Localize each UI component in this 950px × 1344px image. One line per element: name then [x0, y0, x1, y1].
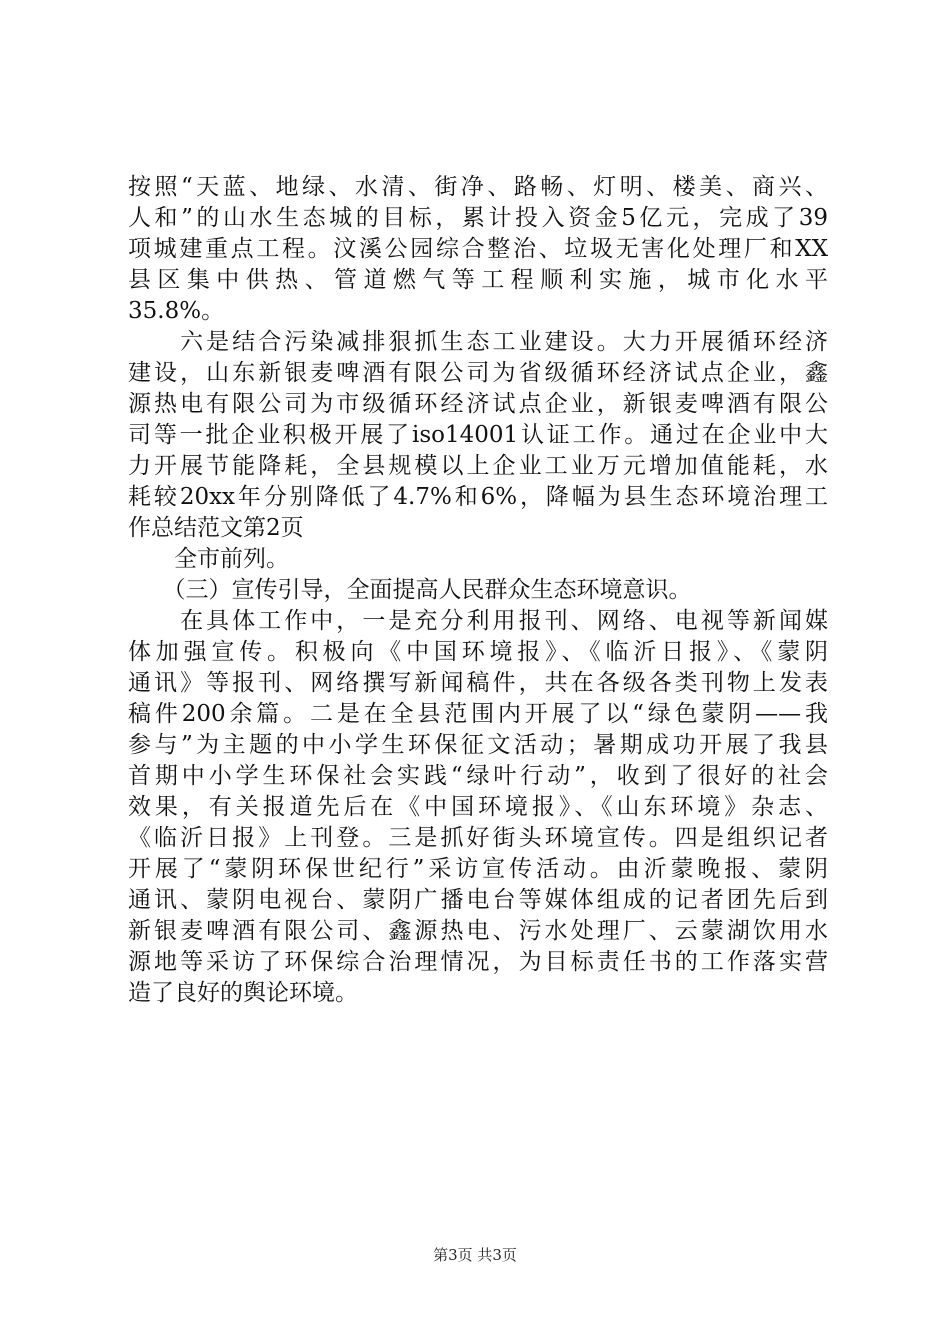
text-line: 源热电有限公司为市级循环经济试点企业，新银麦啤酒有限公 [128, 391, 828, 417]
text-line: 《临沂日报》上刊登。三是抓好街头环境宣传。四是组织记者 [128, 825, 828, 851]
text-line: 通讯、蒙阴电视台、蒙阴广播电台等媒体组成的记者团先后到 [128, 887, 828, 913]
page-footer: 第3页 共3页 [433, 1246, 517, 1264]
text-line: 参与”为主题的中小学生环保征文活动；暑期成功开展了我县 [128, 732, 828, 758]
text-line: 通讯》等报刊、网络撰写新闻稿件，共在各级各类刊物上发表 [128, 670, 828, 696]
text-line: 人和”的山水生态城的目标，累计投入资金5亿元，完成了39 [128, 205, 828, 231]
text-line: 新银麦啤酒有限公司、鑫源热电、污水处理厂、云蒙湖饮用水 [128, 918, 828, 944]
text-line: 体加强宣传。积极向《中国环境报》、《临沂日报》、《蒙阴 [128, 639, 828, 665]
text-line: 源地等采访了环保综合治理情况，为目标责任书的工作落实营 [128, 949, 828, 975]
text-line: （三）宣传引导，全面提高人民群众生态环境意识。 [128, 577, 692, 603]
text-line: 司等一批企业积极开展了iso14001认证工作。通过在企业中大 [128, 422, 828, 448]
text-line: 力开展节能降耗，全县规模以上企业工业万元增加值能耗，水 [128, 453, 828, 479]
text-line: 35.8%。 [128, 298, 225, 324]
text-line: 开展了“蒙阴环保世纪行”采访宣传活动。由沂蒙晚报、蒙阴 [128, 856, 828, 882]
text-line: 建设，山东新银麦啤酒有限公司为省级循环经济试点企业，鑫 [128, 360, 828, 386]
document-body [128, 172, 828, 1009]
text-line: 按照“天蓝、地绿、水清、街净、路畅、灯明、楼美、商兴、 [128, 174, 828, 200]
text-line: 效果，有关报道先后在《中国环境报》、《山东环境》杂志、 [128, 794, 828, 820]
text-line: 作总结范文第2页 [128, 515, 304, 541]
text-line: 县区集中供热、管道燃气等工程顺利实施，城市化水平 [128, 267, 828, 293]
text-line: 全市前列。 [128, 546, 289, 572]
text-line: 六是结合污染减排狠抓生态工业建设。大力开展循环经济 [128, 329, 828, 355]
text-line: 首期中小学生环保社会实践“绿叶行动”，收到了很好的社会 [128, 763, 828, 789]
text-line: 项城建重点工程。汶溪公园综合整治、垃圾无害化处理厂和XX [128, 236, 828, 262]
text-line: 稿件200余篇。二是在全县范围内开展了以“绿色蒙阴——我 [128, 701, 828, 727]
text-line: 耗较20xx年分别降低了4.7%和6%，降幅为县生态环境治理工 [128, 484, 828, 510]
text-line: 造了良好的舆论环境。 [128, 980, 358, 1006]
text-line: 在具体工作中，一是充分利用报刊、网络、电视等新闻媒 [128, 608, 828, 634]
